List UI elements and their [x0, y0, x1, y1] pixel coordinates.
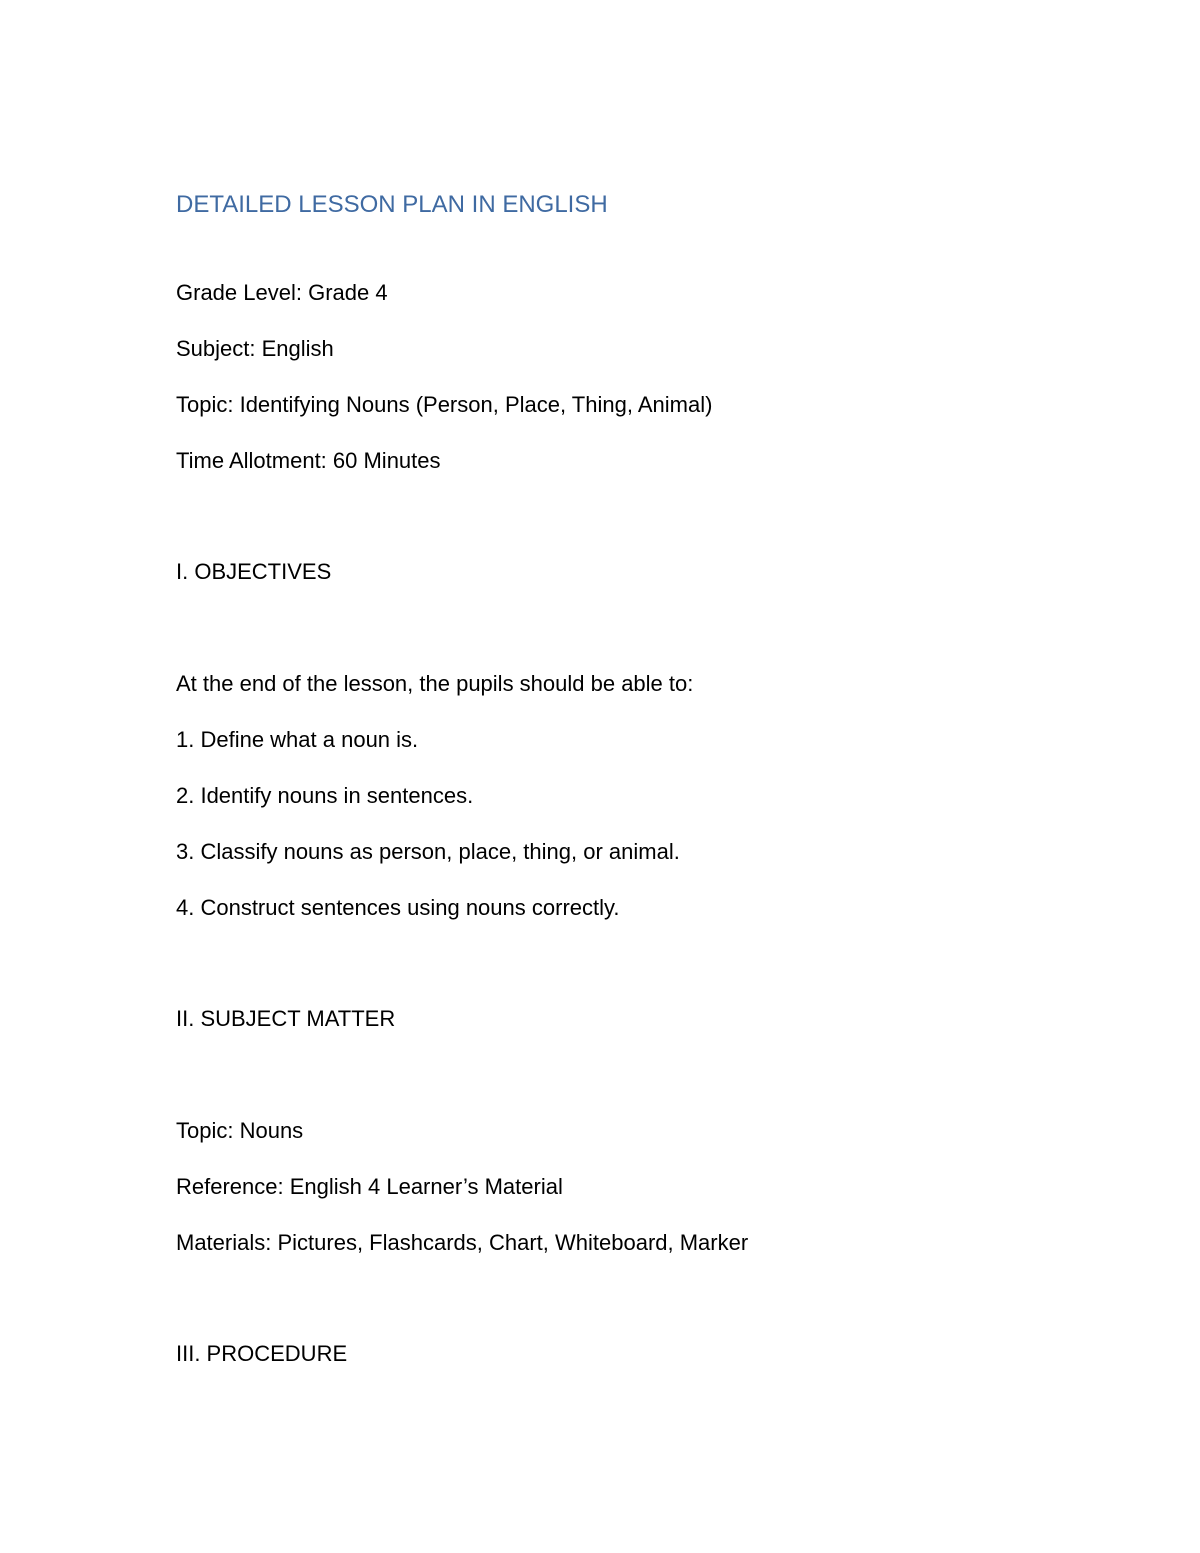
subject-matter-heading: II. SUBJECT MATTER: [176, 1006, 396, 1031]
time-allotment-line: Time Allotment: 60 Minutes: [176, 448, 441, 473]
grade-level-line: Grade Level: Grade 4: [176, 280, 388, 305]
objectives-intro: At the end of the lesson, the pupils should be able to:: [176, 671, 694, 696]
topic-line: Topic: Identifying Nouns (Person, Place, Thing, Animal): [176, 392, 713, 417]
objective-item: 3. Classify nouns as person, place, thing, or animal.: [176, 839, 680, 864]
subject-matter-materials: Materials: Pictures, Flashcards, Chart, Whiteboard, Marker: [176, 1230, 749, 1255]
procedure-heading: III. PROCEDURE: [176, 1341, 348, 1366]
document-title: DETAILED LESSON PLAN IN ENGLISH: [176, 191, 608, 218]
subject-line: Subject: English: [176, 336, 334, 361]
subject-matter-reference: Reference: English 4 Learner’s Material: [176, 1174, 563, 1199]
subject-matter-topic: Topic: Nouns: [176, 1118, 304, 1143]
objectives-heading: I. OBJECTIVES: [176, 559, 332, 584]
objective-item: 1. Define what a noun is.: [176, 727, 419, 752]
objective-item: 2. Identify nouns in sentences.: [176, 783, 474, 808]
objective-item: 4. Construct sentences using nouns correctly.: [176, 895, 620, 920]
